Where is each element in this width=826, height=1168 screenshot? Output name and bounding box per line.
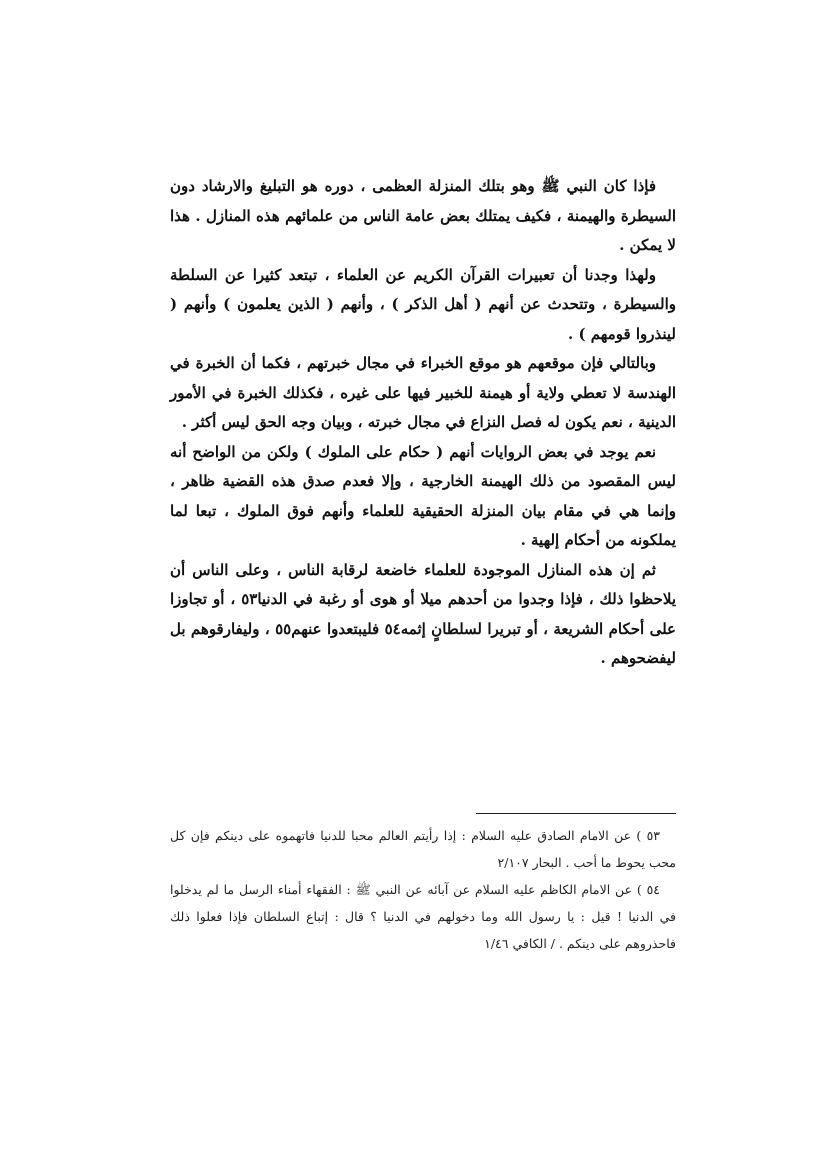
paragraph-1: فإذا كان النبي ﷺ وهو بتلك المنزلة العظمى ، دوره هو التبليغ والارشاد دون السيطرة والهيمنة ، فكيف يمتلك بعض عامة الناس من علمائهم هذه المنازل . هذا لا يمكن .	[170, 177, 676, 254]
footnote-54: ٥٤ ) عن الامام الكاظم عليه السلام عن آبائه عن النبي ﷺ : الفقهاء أمناء الرسل ما لم يدخلوا في الدنيا ! قيل : يا رسول الله وما دخولهم في الدنيا ؟ قال : إتباع السلطان فإذا فعلوا ذلك فاحذروهم على دينكم . / الكافي ١/٤٦	[170, 882, 676, 951]
paragraph-3: وبالتالي فإن موقعهم هو موقع الخبراء في مجال خبرتهم ، فكما أن الخبرة في الهندسة لا تعطي ولاية أو هيمنة للخبير فيها على غيره ، فكذلك الخبرة في الأمور الدينية ، نعم يكون له فصل النزاع في مجال خبرته ، وبيان وجه الحق ليس أكثر .	[170, 354, 676, 431]
paragraph-2: ولهذا وجدنا أن تعبيرات القرآن الكريم عن العلماء ، تبتعد كثيرا عن السلطة والسيطرة ، وتتحدث عن أنهم ( أهل الذكر ) ، وأنهم ( الذين يعلمون ) وأنهم ( لينذروا قومهم ) .	[170, 265, 676, 343]
footnote-53: ٥٣ ) عن الامام الصادق عليه السلام : إذا رأيتم العالم محبا للدنيا فاتهموه على دينكم فإن كل محب يحوط ما أحب . البحار ٢/١٠٧	[170, 828, 676, 870]
paragraph-4: نعم يوجد في بعض الروايات أنهم ( حكام على الملوك ) ولكن من الواضح أنه ليس المقصود من ذلك الهيمنة الخارجية ، وإلا فعدم صدق هذه القضية ظاهر ، وإنما هي في مقام بيان المنزلة الحقيقية للعلماء وأنهم فوق الملوك ، تبعا لما يملكونه من أحكام إلهية .	[170, 442, 676, 549]
main-text	[170, 172, 676, 674]
paragraph-5: ثم إن هذه المنازل الموجودة للعلماء خاضعة لرقابة الناس ، وعلى الناس أن يلاحظوا ذلك ، فإذا وجدوا من أحدهم ميلا أو هوى أو رغبة في الدنيا٥٣ ، أو تجاوزا على أحكام الشريعة ، أو تبريرا لسلطانٍ إثمه٥٤ فليبتعدوا عنهم٥٥ ، وليفارقوهم بل ليفضحوهم .	[170, 560, 676, 667]
footnotes	[170, 822, 676, 957]
footnote-separator	[476, 813, 676, 814]
